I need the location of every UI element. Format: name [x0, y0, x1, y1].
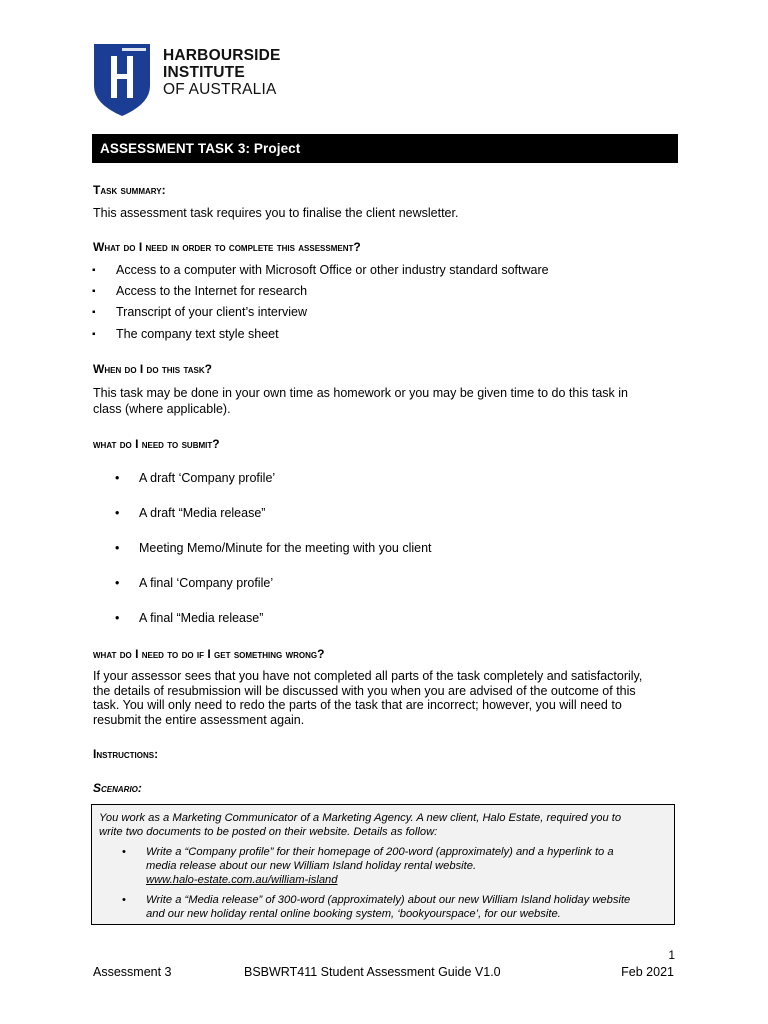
when-text-line: This task may be done in your own time as homework or you may be given time to do this task in: [93, 386, 628, 400]
square-bullet-icon: ▪: [92, 329, 96, 340]
wrong-text-line: If your assessor sees that you have not completed all parts of the task completely and satisfactorily,: [93, 669, 643, 683]
square-bullet-icon: ▪: [92, 307, 96, 318]
bullet-icon: •: [122, 846, 126, 858]
submit-item: • A final ‘Company profile’: [115, 576, 274, 590]
needs-item: ▪ The company text style sheet: [92, 327, 279, 341]
needs-item: ▪ Access to the Internet for research: [92, 284, 308, 298]
task-summary-text: This assessment task requires you to finalise the client newsletter.: [93, 206, 459, 220]
logo-wordmark: [163, 47, 281, 98]
submit-item: • Meeting Memo/Minute for the meeting with you client: [115, 541, 432, 555]
bullet-icon: •: [115, 576, 120, 590]
submit-item: • A draft ‘Company profile’: [115, 471, 276, 485]
wrong-text-line: resubmit the entire assessment again.: [93, 713, 305, 727]
bullet-icon: •: [115, 611, 120, 625]
footer-center: BSBWRT411 Student Assessment Guide V1.0: [244, 965, 501, 979]
logo-line-3: OF AUSTRALIA: [163, 81, 277, 98]
scenario-box: You work as a Marketing Communicator of a Marketing Agency. A new client, Halo Estate, required you to write two documents to be posted on their website. Details as follow: • Write a “Company profile” for their homepage of 200-word (approximately) and a hyperlink to a media release about our new William Island holiday rental website. www.halo-estate.com.au/william-island • Write a “Media release” of 300-word (approximately) about our new William Island holiday website and our new holiday rental online booking system, ‘bookyourspace’, for our website.: [91, 804, 675, 925]
bullet-icon: •: [115, 471, 120, 485]
scenario-heading: Scenario:: [93, 781, 142, 795]
logo-line-2: INSTITUTE: [163, 64, 245, 81]
instructions-heading: Instructions:: [93, 747, 159, 761]
page-number: 1: [668, 948, 675, 962]
assessment-title-bar: [92, 134, 678, 163]
wrong-text-line: task. You will only need to redo the parts of the task that are incorrect; however, you will need to: [93, 698, 622, 712]
scenario-intro: You work as a Marketing Communicator of a Marketing Agency. A new client, Halo Estate, required you to write two documents to be posted on their website. Details as follow:: [99, 812, 622, 838]
shield-logo-icon: [92, 42, 152, 118]
wrong-heading: what do I need to do if I get something wrong?: [93, 647, 325, 661]
submit-heading: what do I need to submit?: [93, 437, 220, 451]
william-island-link[interactable]: www.halo-estate.com.au/william-island: [146, 874, 338, 886]
square-bullet-icon: ▪: [92, 286, 96, 297]
submit-item: • A final “Media release”: [115, 611, 264, 625]
needs-heading: What do I need in order to complete this assessment?: [93, 240, 361, 254]
footer-right: Feb 2021: [621, 965, 674, 979]
when-text-line: class (where applicable).: [93, 402, 231, 416]
submit-item: • A draft “Media release”: [115, 506, 266, 520]
needs-item: ▪ Transcript of your client’s interview: [92, 305, 308, 319]
task-summary-heading: Task summary:: [93, 183, 166, 197]
wrong-text-line: the details of resubmission will be discussed with you when you are advised of the outcome of this: [93, 684, 636, 698]
when-heading: When do I do this task?: [93, 362, 212, 376]
bullet-icon: •: [115, 506, 120, 520]
square-bullet-icon: ▪: [92, 265, 96, 276]
institute-logo: [92, 42, 281, 118]
needs-item: ▪ Access to a computer with Microsoft Office or other industry standard software: [92, 263, 549, 277]
assessment-title: ASSESSMENT TASK 3: Project: [100, 141, 301, 156]
bullet-icon: •: [115, 541, 120, 555]
logo-line-1: HARBOURSIDE: [163, 47, 281, 64]
bullet-icon: •: [122, 894, 126, 906]
footer-left: Assessment 3: [93, 965, 172, 979]
